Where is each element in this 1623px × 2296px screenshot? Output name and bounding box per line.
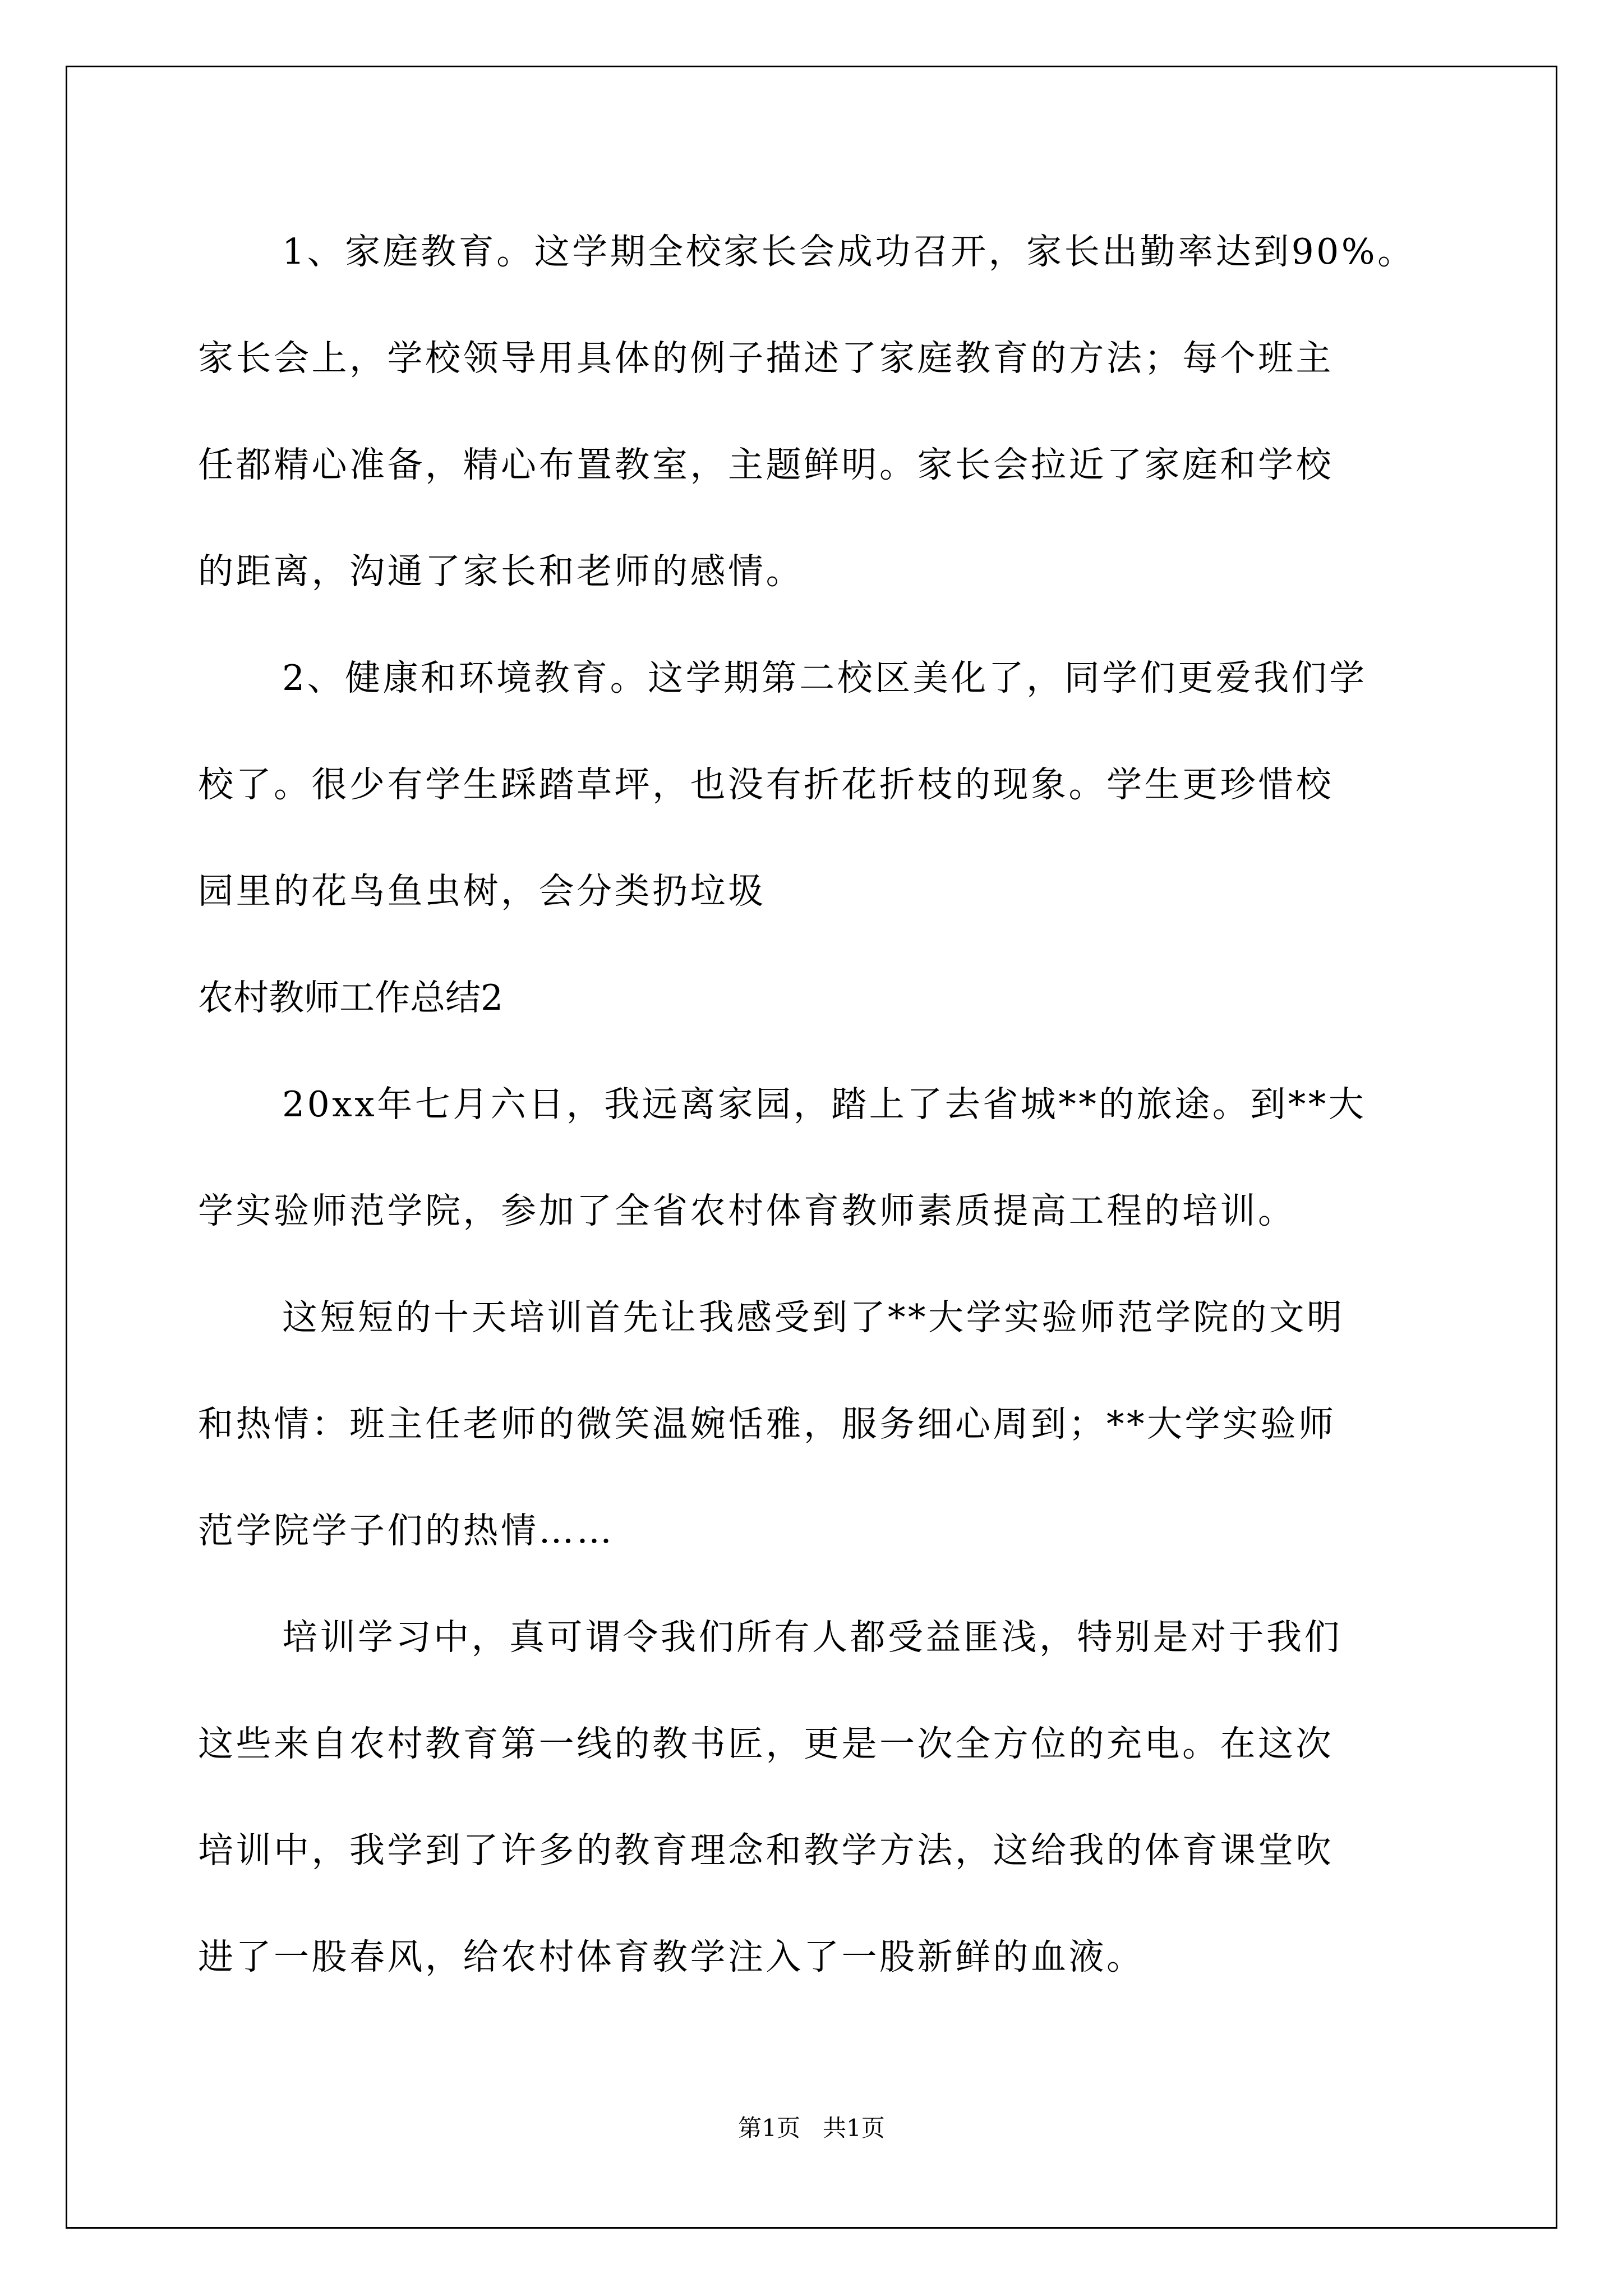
- paragraph-line: 任都精心准备，精心布置教室，主题鲜明。家长会拉近了家庭和学校: [198, 444, 1334, 485]
- paragraph-line: 培训学习中，真可谓令我们所有人都受益匪浅，特别是对于我们: [282, 1617, 1342, 1658]
- paragraph-line: 和热情：班主任老师的微笑温婉恬雅，服务细心周到；**大学实验师: [198, 1404, 1336, 1444]
- paragraph-line: 培训中，我学到了许多的教育理念和教学方法，这给我的体育课堂吹: [198, 1830, 1334, 1871]
- section-heading: 农村教师工作总结2: [198, 977, 504, 1018]
- paragraph-line: 学实验师范学院，参加了全省农村体育教师素质提高工程的培训。: [198, 1190, 1296, 1231]
- paragraph-line: 校了。很少有学生踩踏草坪，也没有折花折枝的现象。学生更珍惜校: [198, 764, 1334, 805]
- paragraph-line: 1、家庭教育。这学期全校家长会成功召开，家长出勤率达到90%。: [282, 231, 1415, 272]
- paragraph-line: 家长会上，学校领导用具体的例子描述了家庭教育的方法；每个班主: [198, 338, 1334, 379]
- page-border: [66, 66, 1557, 2229]
- paragraph-line: 这些来自农村教育第一线的教书匠，更是一次全方位的充电。在这次: [198, 1723, 1334, 1764]
- paragraph-line: 的距离，沟通了家长和老师的感情。: [198, 551, 804, 592]
- paragraph-line: 2、健康和环境教育。这学期第二校区美化了，同学们更爱我们学: [282, 657, 1367, 698]
- page-number-total: 共1页: [823, 2114, 885, 2142]
- page-number-current: 第1页: [738, 2114, 800, 2142]
- paragraph-line: 进了一股春风，给农村体育教学注入了一股新鲜的血液。: [198, 1936, 1145, 1977]
- paragraph-line: 园里的花鸟鱼虫树，会分类扔垃圾: [198, 871, 766, 912]
- paragraph-line: 这短短的十天培训首先让我感受到了**大学实验师范学院的文明: [282, 1297, 1345, 1338]
- paragraph-line: 范学院学子们的热情……: [198, 1510, 615, 1551]
- page-footer: [0, 2113, 1623, 2144]
- paragraph-line: 20xx年七月六日，我远离家园，踏上了去省城**的旅途。到**大: [282, 1084, 1367, 1125]
